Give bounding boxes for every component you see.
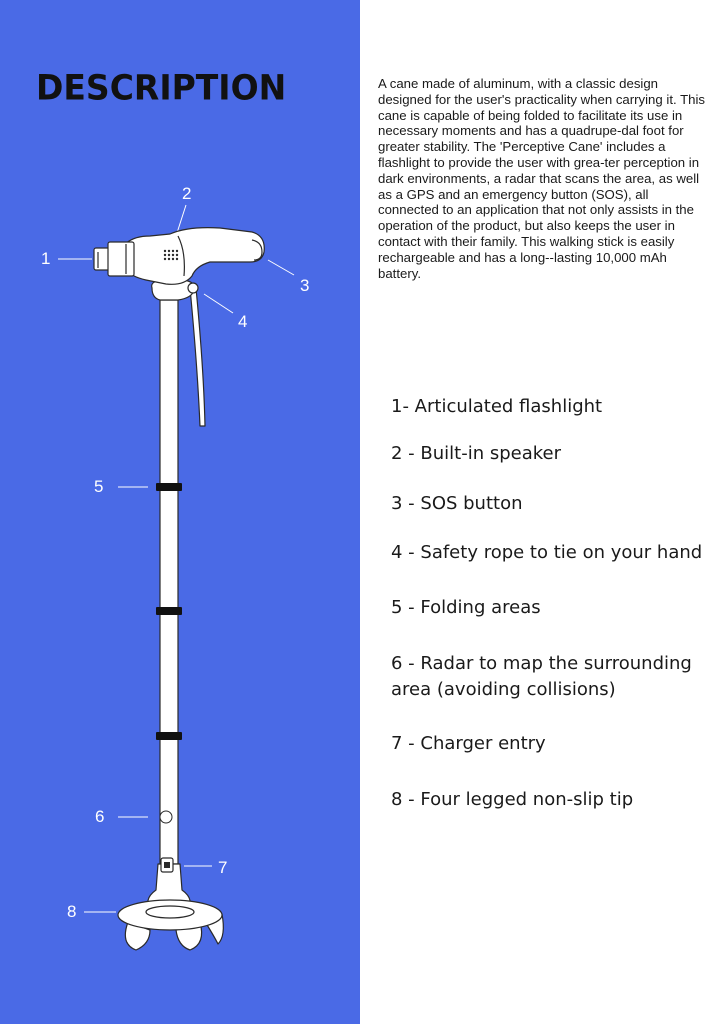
callout-number-6: 6 bbox=[95, 807, 105, 826]
product-description: A cane made of aluminum, with a classic design designed for the user's practicality when carrying it. This cane is capable of being folded to facilitate its use in necessary moments and has a quadrupe-dal foot for greater stability. The 'Perceptive Cane' includes a flashlight to provide the user with grea-ter perception in dark environments, a radar that scans the area, as well as a GPS and an emergency button (SOS), all connected to an application that not only assists in the operation of the product, but also keeps the user in contact with their family. This walking stick is easily rechargeable and has a long--lasting 10,000 mAh battery. bbox=[378, 76, 705, 281]
page-title: DESCRIPTION bbox=[36, 67, 287, 108]
cane-shaft bbox=[160, 300, 178, 864]
legend-item-tip: 8 - Four legged non-slip tip bbox=[391, 789, 634, 810]
legend-item-charger: 7 - Charger entry bbox=[391, 733, 546, 754]
safety-rope bbox=[190, 288, 205, 426]
cane-base bbox=[118, 900, 223, 950]
cane-handle bbox=[122, 228, 264, 285]
legend-item-sos: 3 - SOS button bbox=[391, 493, 523, 514]
callout-number-4: 4 bbox=[238, 312, 248, 331]
rope-clip bbox=[188, 283, 198, 293]
legend-item-radar-continued: area (avoiding collisions) bbox=[391, 679, 616, 700]
legend-item-radar: 6 - Radar to map the surrounding bbox=[391, 653, 692, 674]
flashlight-neck bbox=[108, 242, 134, 276]
legend-item-folding: 5 - Folding areas bbox=[391, 597, 541, 618]
callout-number-3: 3 bbox=[300, 276, 310, 295]
radar-sensor bbox=[160, 811, 172, 823]
legend-item-flashlight: 1- Articulated flashlight bbox=[391, 396, 603, 417]
callout-number-2: 2 bbox=[182, 184, 192, 203]
callout-number-5: 5 bbox=[94, 477, 104, 496]
cane-illustration bbox=[0, 0, 360, 1024]
legend-item-speaker: 2 - Built-in speaker bbox=[391, 443, 561, 464]
charger-entry bbox=[161, 858, 173, 872]
callout-number-7: 7 bbox=[218, 858, 228, 877]
callout-number-1: 1 bbox=[41, 249, 51, 268]
callout-number-8: 8 bbox=[67, 902, 77, 921]
legend-item-rope: 4 - Safety rope to tie on your hand bbox=[391, 542, 703, 563]
